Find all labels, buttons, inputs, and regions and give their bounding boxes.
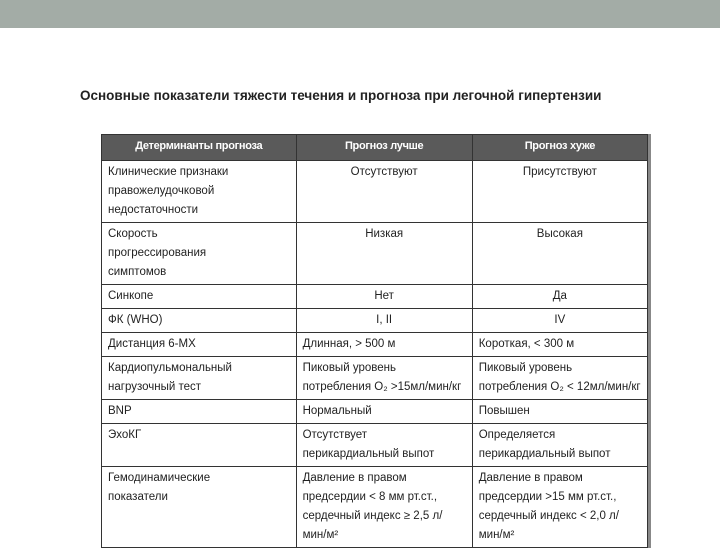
table-row <box>102 309 648 333</box>
better-cell: Пиковый уровень потребления O₂ >15мл/мин/кг <box>296 357 472 400</box>
worse-cell: Присутствуют <box>472 161 647 223</box>
worse-cell: Определяется перикардиальный выпот <box>472 424 647 467</box>
better-cell: Отсутствуют <box>296 161 472 223</box>
worse-cell: Короткая, < 300 м <box>472 333 647 357</box>
determinant-cell: Скорость прогрессирования симптомов <box>102 223 297 285</box>
table-row <box>102 357 648 400</box>
determinant-cell: ФК (WHO) <box>102 309 297 333</box>
prognosis-table <box>101 134 648 548</box>
table-row <box>102 467 648 548</box>
table-row <box>102 424 648 467</box>
worse-cell: Повышен <box>472 400 647 424</box>
better-cell: Отсутствует перикардиальный выпот <box>296 424 472 467</box>
better-cell: Давление в правом предсердии < 8 мм рт.ст., сердечный индекс ≥ 2,5 л/мин/м² <box>296 467 472 548</box>
determinant-cell: Гемодинамические показатели <box>102 467 297 548</box>
determinant-cell: Кардиопульмональный нагрузочный тест <box>102 357 297 400</box>
worse-cell: Пиковый уровень потребления O₂ < 12мл/мин/кг <box>472 357 647 400</box>
top-bar <box>0 0 720 28</box>
worse-cell: IV <box>472 309 647 333</box>
better-cell: Длинная, > 500 м <box>296 333 472 357</box>
worse-cell: Давление в правом предсердии >15 мм рт.ст., сердечный индекс < 2,0 л/мин/м² <box>472 467 647 548</box>
header-worse: Прогноз хуже <box>472 135 647 161</box>
table-row <box>102 285 648 309</box>
table-row <box>102 333 648 357</box>
worse-cell: Высокая <box>472 223 647 285</box>
determinant-cell: ЭхоКГ <box>102 424 297 467</box>
table-row <box>102 223 648 285</box>
table-header-row <box>102 135 648 161</box>
table-row <box>102 400 648 424</box>
determinant-cell: Клинические признаки правожелудочковой недостаточности <box>102 161 297 223</box>
header-determinant: Детерминанты прогноза <box>102 135 297 161</box>
slide-title: Основные показатели тяжести течения и прогноза при легочной гипертензии <box>80 88 602 103</box>
header-better: Прогноз лучше <box>296 135 472 161</box>
better-cell: Нет <box>296 285 472 309</box>
determinant-cell: Дистанция 6-МХ <box>102 333 297 357</box>
worse-cell: Да <box>472 285 647 309</box>
better-cell: I, II <box>296 309 472 333</box>
better-cell: Нормальный <box>296 400 472 424</box>
table-row <box>102 161 648 223</box>
determinant-cell: Синкопе <box>102 285 297 309</box>
better-cell: Низкая <box>296 223 472 285</box>
determinant-cell: BNP <box>102 400 297 424</box>
